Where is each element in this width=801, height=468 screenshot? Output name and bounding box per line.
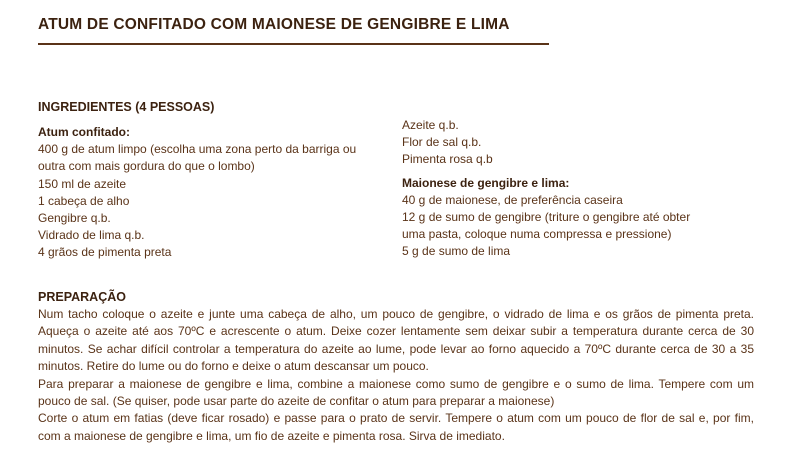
ingredient-item: outra com mais gordura do que o lombo) bbox=[38, 159, 255, 174]
ingredient-item: Pimenta rosa q.b bbox=[402, 152, 493, 167]
ingredient-item: 12 g de sumo de gengibre (triture o gengibre até obter bbox=[402, 210, 691, 225]
ingredient-item: uma pasta, coloque numa compressa e pressione) bbox=[402, 227, 672, 242]
ingredient-item: 1 cabeça de alho bbox=[38, 193, 130, 208]
preparation-paragraph: Para preparar a maionese de gengibre e lima, combine a maionese como sumo de gengibre e o sumo de lima. Tempere com um pouco de sal. (Se quiser, pode usar parte do azeite de confitar o atum para preparar a maionese) bbox=[38, 376, 754, 409]
ingredients-left-column bbox=[38, 124, 393, 262]
preparation-paragraph: Num tacho coloque o azeite e junte uma cabeça de alho, um pouco de gengibre, o vidrado de lima e os grãos de pimenta preta. Aqueça o azeite até aos 70ºC e acrescente o atum. Deixe cozer lentamente sem deixar subir a temperatura durante cerca de 30 minutos. Se achar difícil controlar a temperatura do azeite ao lume, pode levar ao forno aquecido a 70ºC durante cerca de 30 a 35 minutos. Retire do lume ou do forno e deixe o atum descansar um pouco. bbox=[38, 307, 754, 374]
ingredient-item: 150 ml de azeite bbox=[38, 176, 127, 191]
ingredient-item: Vidrado de lima q.b. bbox=[38, 228, 145, 243]
preparation-heading: PREPARAÇÃO bbox=[38, 290, 126, 304]
ingredients-heading: INGREDIENTES (4 PESSOAS) bbox=[38, 100, 215, 114]
mayonnaise-subtitle: Maionese de gengibre e lima: bbox=[402, 175, 570, 190]
ingredient-item: 4 grãos de pimenta preta bbox=[38, 245, 172, 260]
ingredient-item: 5 g de sumo de lima bbox=[402, 244, 511, 259]
tuna-confit-subtitle: Atum confitado: bbox=[38, 125, 130, 139]
preparation-paragraph: Corte o atum em fatias (deve ficar rosado) e passe para o prato de servir. Tempere o atum com um pouco de flor de sal e, por fim, com a maionese de gengibre e lima, um fio de azeite e pimenta rosa. Sirva de imediato. bbox=[38, 411, 754, 443]
ingredient-item: Gengibre q.b. bbox=[38, 211, 111, 226]
ingredients-right-column bbox=[402, 117, 712, 261]
ingredient-item: 400 g de atum limpo (escolha uma zona perto da barriga ou bbox=[38, 142, 357, 157]
ingredient-item: Azeite q.b. bbox=[402, 118, 459, 132]
ingredient-item: 40 g de maionese, de preferência caseira bbox=[402, 192, 623, 207]
recipe-title: ATUM DE CONFITADO COM MAIONESE DE GENGIBRE E LIMA bbox=[38, 16, 510, 33]
ingredient-item: Flor de sal q.b. bbox=[402, 135, 482, 150]
preparation-text bbox=[38, 306, 754, 445]
recipe-title-block bbox=[38, 16, 549, 45]
